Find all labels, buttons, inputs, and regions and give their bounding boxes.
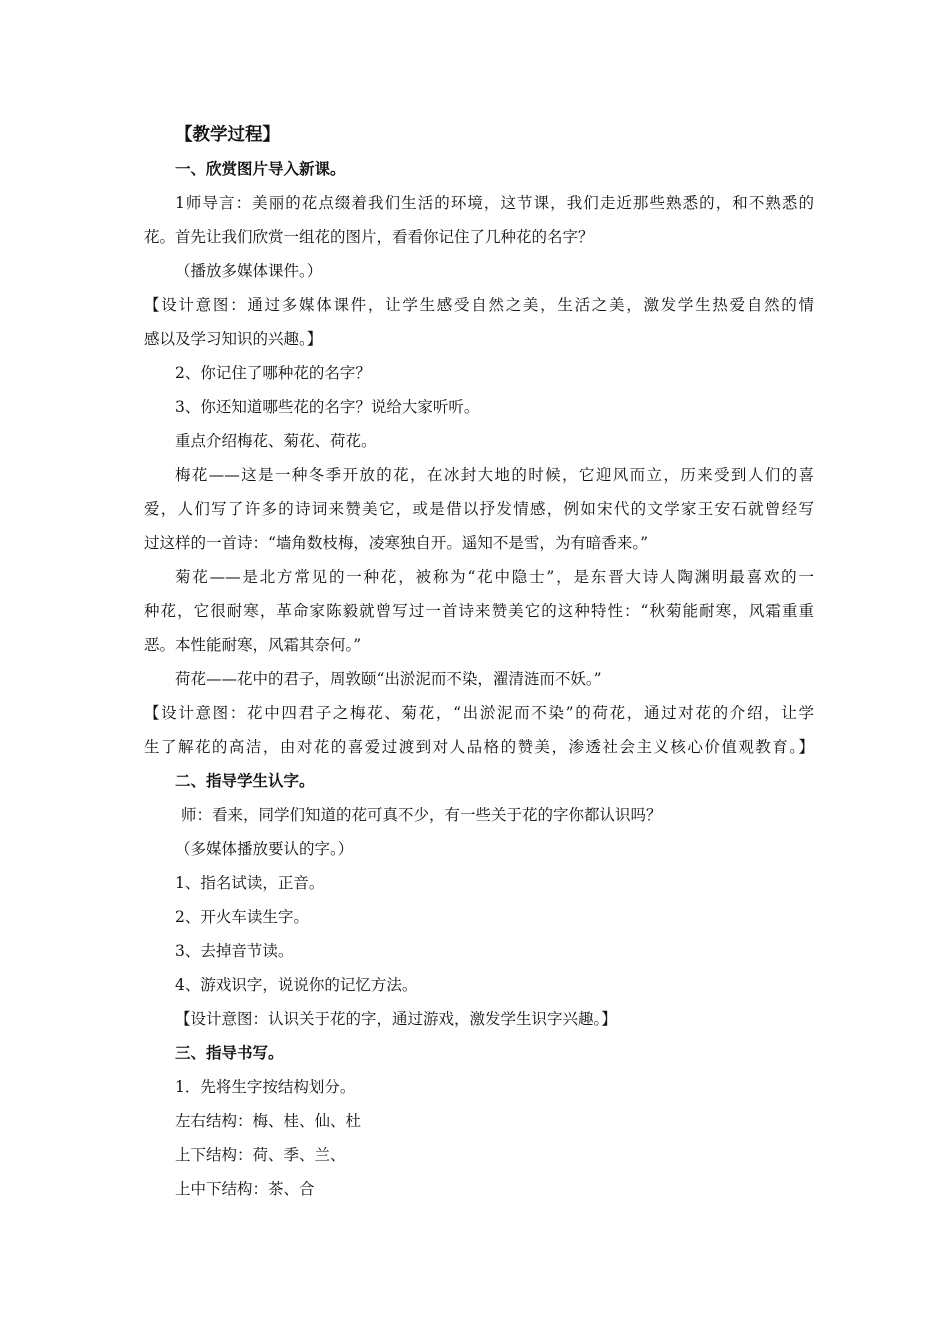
media-play-note: （多媒体播放要认的字。） xyxy=(175,840,354,858)
document-body xyxy=(144,118,814,1206)
design-note-2-line-1: 【设计意图：花中四君子之梅花、菊花，“出淤泥而不染”的荷花，通过对花的介绍，让学 xyxy=(144,704,814,722)
section-1-title: 一、欣赏图片导入新课。 xyxy=(175,159,346,178)
chrysanthemum-paragraph-line-1: 菊花——是北方常见的一种花，被称为“花中隐士”，是东晋大诗人陶渊明最喜欢的一 xyxy=(175,568,814,586)
question-2: 2、你记住了哪种花的名字？ xyxy=(175,364,371,382)
structure-left-right: 左右结构：梅、桂、仙、杜 xyxy=(175,1112,362,1130)
chrysanthemum-paragraph-line-2: 种花，它很耐寒，革命家陈毅就曾写过一首诗来赞美它的这种特性：“秋菊能耐寒，风霜重重 xyxy=(144,602,814,620)
step-4: 4、游戏识字，说说你的记忆方法。 xyxy=(175,976,418,994)
design-note-1-line-1: 【设计意图：通过多媒体课件，让学生感受自然之美，生活之美，激发学生热爱自然的情 xyxy=(144,296,814,314)
step-1: 1、指名试读，正音。 xyxy=(175,874,325,892)
step-2: 2、开火车读生字。 xyxy=(175,908,309,926)
page-heading: 【教学过程】 xyxy=(175,125,280,145)
structure-top-middle-bottom: 上中下结构：茶、合 xyxy=(175,1180,315,1198)
step-3: 3、去掉音节读。 xyxy=(175,942,294,960)
design-note-1-line-2: 感以及学习知识的兴趣。】 xyxy=(144,330,323,348)
plum-paragraph-line-1: 梅花——这是一种冬季开放的花，在冰封大地的时候，它迎风而立，历来受到人们的喜 xyxy=(175,466,814,484)
plum-paragraph-line-3: 过这样的一首诗：“墙角数枝梅，凌寒独自开。遥知不是雪，为有暗香来。” xyxy=(144,534,649,552)
paragraph-intro-line-1: 1师导言：美丽的花点缀着我们生活的环境，这节课，我们走近那些熟悉的，和不熟悉的 xyxy=(175,194,814,212)
teacher-question: 师：看来，同学们知道的花可真不少，有一些关于花的字你都认识吗？ xyxy=(181,806,662,824)
design-note-2-line-2: 生了解花的高洁，由对花的喜爱过渡到对人品格的赞美，渗透社会主义核心价值观教育。】 xyxy=(144,738,814,756)
paragraph-play-media: （播放多媒体课件。） xyxy=(175,262,323,280)
structure-top-bottom: 上下结构：荷、季、兰、 xyxy=(175,1146,346,1164)
focus-intro: 重点介绍梅花、菊花、荷花。 xyxy=(175,432,377,450)
design-note-3: 【设计意图：认识关于花的字，通过游戏，激发学生识字兴趣。】 xyxy=(175,1010,617,1028)
chrysanthemum-paragraph-line-3: 恶。本性能耐寒，风霜其奈何。” xyxy=(144,636,362,654)
section-2-title: 二、指导学生认字。 xyxy=(175,771,315,790)
question-3: 3、你还知道哪些花的名字？说给大家听听。 xyxy=(175,398,480,416)
paragraph-intro-line-2: 花。首先让我们欣赏一组花的图片，看看你记住了几种花的名字？ xyxy=(144,228,594,246)
writing-step-1: 1．先将生字按结构划分。 xyxy=(175,1078,356,1096)
lotus-paragraph: 荷花——花中的君子，周敦颐“出淤泥而不染，濯清涟而不妖。” xyxy=(175,670,602,688)
plum-paragraph-line-2: 爱，人们写了许多的诗词来赞美它，或是借以抒发情感，例如宋代的文学家王安石就曾经写 xyxy=(144,500,814,518)
section-3-title: 三、指导书写。 xyxy=(175,1043,284,1062)
